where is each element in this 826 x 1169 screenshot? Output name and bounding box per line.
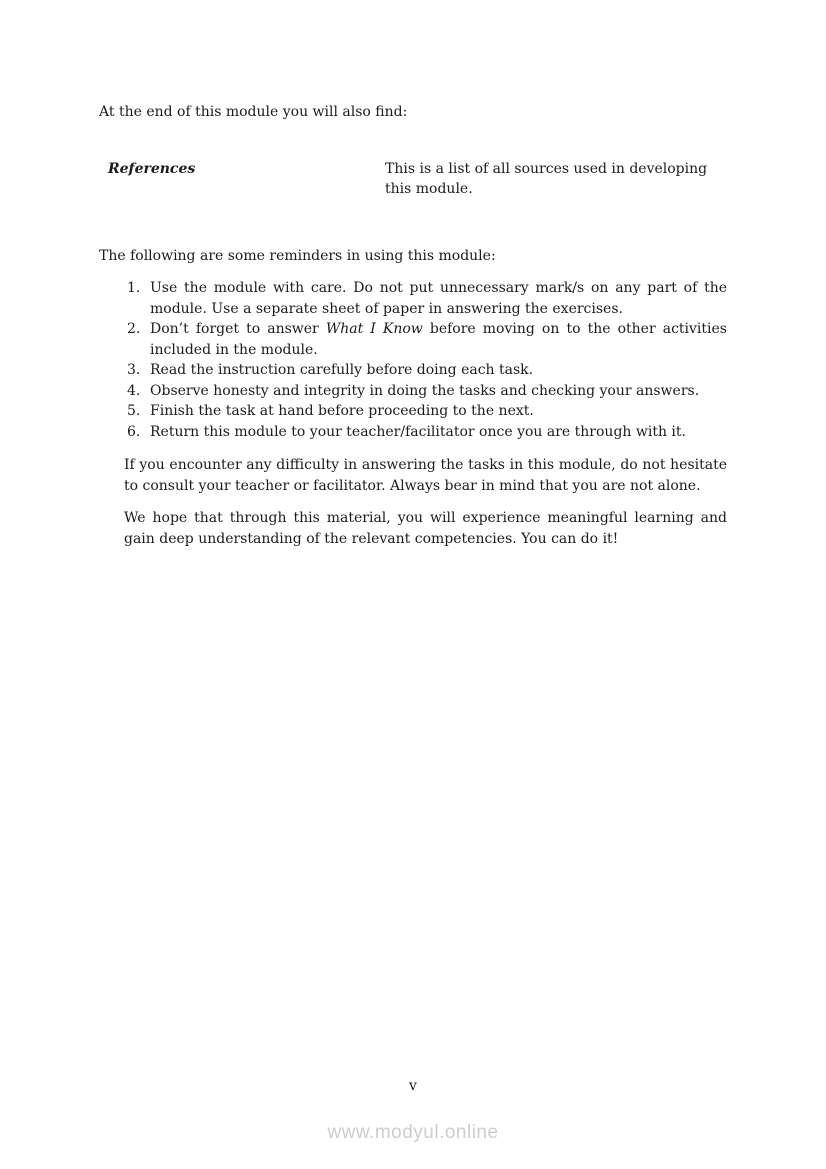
list-item-text-post: before moving on to the other activities included in the module. — [150, 321, 727, 358]
list-item-number: 5. — [127, 403, 141, 419]
closing-paragraph: If you encounter any difficulty in answering the tasks in this module, do not hesitate to consult your teacher or facilitator. Always bear in mind that you are not alone. — [124, 457, 727, 494]
references-label: References — [108, 160, 196, 177]
list-item-text: Observe honesty and integrity in doing the tasks and checking your answers. — [150, 382, 700, 399]
list-item-number: 3. — [127, 362, 141, 378]
page-content — [99, 102, 727, 549]
watermark-text: www.modyul.online — [327, 1122, 499, 1143]
references-row — [99, 159, 727, 200]
list-item — [127, 360, 727, 381]
list-item — [127, 401, 727, 422]
list-item — [127, 381, 727, 402]
list-item-text: Finish the task at hand before proceeding to the next. — [150, 403, 534, 419]
list-item-text: Read the instruction carefully before doing each task. — [150, 362, 534, 378]
reminders-intro: The following are some reminders in using this module: — [99, 247, 496, 264]
list-item-text — [150, 319, 727, 360]
list-item-text-italic: What I Know — [325, 321, 423, 337]
list-item-text: Return this module to your teacher/facilitator once you are through with it. — [150, 423, 686, 440]
list-item-text: Use the module with care. Do not put unnecessary mark/s on any part of the module. Use a separate sheet of paper in answering the exercises. — [150, 280, 727, 317]
list-item-number: 1. — [127, 280, 141, 296]
references-description: This is a list of all sources used in developing this module. — [385, 160, 708, 197]
reminders-list — [99, 278, 727, 442]
list-item-number: 2. — [127, 321, 141, 337]
page-number: v — [409, 1078, 417, 1094]
list-item-number: 4. — [127, 382, 141, 399]
intro-line: At the end of this module you will also find: — [99, 104, 408, 120]
closing-paragraph: We hope that through this material, you will experience meaningful learning and gain deep understanding of the relevant competencies. You can do it! — [124, 510, 727, 547]
list-item — [127, 319, 727, 360]
list-item — [127, 278, 727, 319]
list-item — [127, 422, 727, 443]
list-item-number: 6. — [127, 423, 141, 440]
list-item-text-pre: Don’t forget to answer — [150, 321, 326, 337]
